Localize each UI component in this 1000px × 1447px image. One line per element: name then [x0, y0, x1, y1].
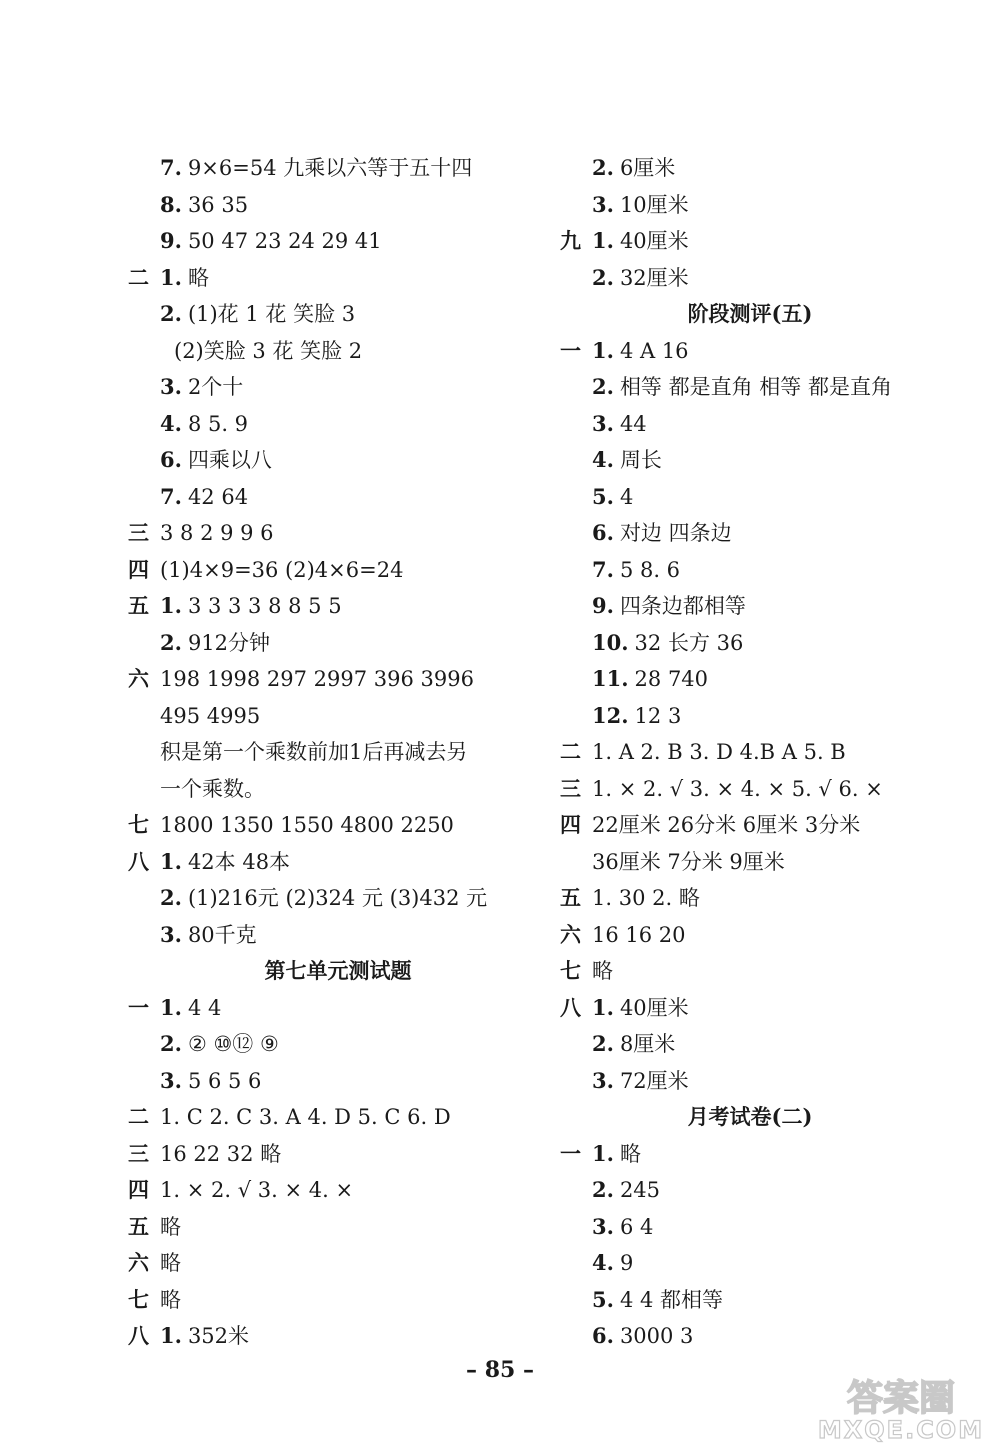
- section-heading: 阶段测评(五): [687, 301, 813, 326]
- answer-content: [592, 479, 633, 516]
- answer-text: (2)笑脸 3 花 笑脸 2: [174, 338, 363, 363]
- answer-line: [128, 917, 528, 954]
- question-number: 2.: [160, 1031, 182, 1056]
- question-number: 7.: [160, 483, 182, 509]
- answer-content: [160, 369, 243, 406]
- answer-content: [160, 1172, 353, 1209]
- answer-line: [560, 1245, 960, 1282]
- answer-text: 912分钟: [187, 630, 271, 655]
- answer-content: [592, 260, 689, 297]
- answer-text: 352米: [187, 1324, 250, 1348]
- answer-line: [560, 223, 960, 260]
- answer-content: [592, 1209, 653, 1246]
- answer-line: [560, 661, 960, 698]
- answer-text: (1)4×9=36 (2)4×6=24: [160, 557, 404, 582]
- section-marker: 六: [128, 666, 149, 691]
- answer-line: [128, 990, 528, 1027]
- answer-content: [592, 1245, 633, 1282]
- question-number: 5.: [592, 1286, 614, 1312]
- question-number: 9.: [160, 228, 182, 253]
- answer-line: [560, 442, 960, 479]
- answer-line: [128, 333, 528, 370]
- answer-line: [560, 1282, 960, 1319]
- answer-line: [560, 625, 960, 662]
- answer-text: 4: [619, 484, 634, 509]
- answer-content: [592, 442, 662, 479]
- question-number: 1.: [160, 994, 182, 1020]
- answer-text: 5 6 5 6: [187, 1068, 262, 1093]
- answer-text: 40厘米: [619, 229, 689, 253]
- answer-text: 略: [160, 1214, 181, 1239]
- section-marker: 五: [128, 1213, 149, 1239]
- answer-text: 1. × 2. √ 3. × 4. ×: [160, 1178, 354, 1202]
- section-marker: 一: [128, 994, 149, 1020]
- answer-text: 36 35: [187, 192, 249, 217]
- section-marker: 五: [128, 593, 149, 618]
- question-number: 1.: [592, 228, 614, 253]
- answer-line: [560, 187, 960, 224]
- answer-text: 22厘米 26分米 6厘米 3分米: [592, 813, 861, 837]
- section-marker: 八: [560, 994, 581, 1020]
- answer-line: [560, 552, 960, 589]
- answer-content: [592, 625, 743, 662]
- section-marker: 七: [128, 1286, 149, 1312]
- answer-text: 1800 1350 1550 4800 2250: [160, 813, 454, 837]
- question-number: 1.: [592, 1140, 614, 1166]
- question-number: 6.: [592, 1323, 614, 1348]
- answer-line: [128, 844, 528, 881]
- question-number: 2.: [592, 155, 614, 180]
- answer-content: [592, 1026, 675, 1063]
- answer-content: [160, 771, 265, 808]
- section-marker: 二: [560, 739, 581, 764]
- question-number: 6.: [592, 520, 614, 545]
- section-marker: 三: [128, 1140, 149, 1166]
- answer-text: 3 3 3 3 8 8 5 5: [187, 594, 342, 618]
- question-number: 1.: [160, 593, 182, 618]
- answer-content: [592, 661, 708, 698]
- answer-text: 1. 30 2. 略: [592, 886, 700, 910]
- answer-line: [128, 1063, 528, 1100]
- answer-line: [128, 223, 528, 260]
- question-number: 1.: [592, 994, 614, 1020]
- answer-content: [160, 515, 274, 552]
- answer-content: [160, 1318, 249, 1355]
- answer-line: [128, 698, 528, 735]
- answer-line: [128, 515, 528, 552]
- answer-text: 3 8 2 9 9 6: [160, 521, 274, 545]
- answer-text: 495 4995: [160, 703, 261, 728]
- answer-content: [592, 1318, 693, 1355]
- answer-text: 对边 四条边: [619, 521, 732, 545]
- answer-text: 42 64: [187, 484, 249, 509]
- answer-line: [560, 1026, 960, 1063]
- answer-text: 28 740: [634, 667, 709, 691]
- answer-text: 1. × 2. √ 3. × 4. × 5. √ 6. ×: [592, 776, 883, 801]
- section-marker: 五: [560, 885, 581, 910]
- question-number: 2.: [592, 1031, 614, 1056]
- answer-line: [128, 1136, 528, 1173]
- answer-content: [592, 771, 883, 808]
- answer-line: [560, 515, 960, 552]
- answer-text: 1. C 2. C 3. A 4. D 5. C 6. D: [160, 1105, 451, 1129]
- answer-content: [592, 552, 680, 589]
- answer-content: [592, 953, 613, 990]
- answer-text: 略: [187, 265, 209, 290]
- answer-line: [560, 1136, 960, 1173]
- answer-content: [160, 187, 248, 224]
- section-marker: 三: [560, 775, 581, 801]
- answer-line: [560, 369, 960, 406]
- answer-text: 8 5. 9: [187, 411, 249, 436]
- answer-content: [160, 1282, 181, 1319]
- answer-text: 4 A 16: [619, 338, 689, 363]
- answer-line: [560, 990, 960, 1027]
- answer-content: [160, 734, 467, 771]
- answer-content: [592, 369, 892, 406]
- question-number: 3.: [160, 374, 182, 399]
- section-marker: 七: [128, 812, 149, 837]
- answer-line: [128, 1282, 528, 1319]
- answer-content: [174, 333, 362, 370]
- answer-line: [128, 625, 528, 662]
- answer-line: [128, 588, 528, 625]
- answer-line: [560, 807, 960, 844]
- answer-line: [128, 1209, 528, 1246]
- answer-content: [160, 1063, 261, 1100]
- answer-text: 周长: [619, 448, 662, 472]
- answer-line: [128, 1099, 528, 1136]
- answer-text: 略: [160, 1251, 181, 1275]
- answer-line: [128, 442, 528, 479]
- section-marker: 四: [128, 556, 149, 582]
- answer-content: [160, 260, 209, 297]
- answer-text: 12 3: [634, 703, 682, 728]
- answer-text: 32厘米: [619, 265, 689, 290]
- right-column: [560, 150, 960, 1355]
- page-number: – 85 –: [466, 1357, 534, 1383]
- answer-line: [128, 406, 528, 443]
- question-number: 3.: [592, 1067, 614, 1093]
- answer-content: [160, 406, 248, 443]
- answer-line: [560, 406, 960, 443]
- answer-content: [160, 1245, 181, 1282]
- answer-line: [560, 588, 960, 625]
- answer-text: 四乘以八: [187, 448, 272, 472]
- section-marker: 八: [128, 848, 149, 874]
- question-number: 2.: [592, 374, 614, 399]
- answer-text: 相等 都是直角 相等 都是直角: [619, 375, 892, 399]
- answer-line: [128, 1026, 528, 1063]
- question-number: 1.: [160, 264, 182, 290]
- answer-content: [160, 1209, 181, 1246]
- answer-content: [592, 807, 860, 844]
- section-marker: 四: [560, 812, 581, 837]
- watermark-logo: [808, 1372, 994, 1444]
- answer-text: 50 47 23 24 29 41: [187, 229, 382, 253]
- answer-content: [592, 844, 785, 881]
- section-marker: 六: [128, 1250, 149, 1275]
- answer-line: [128, 661, 528, 698]
- answer-text: 3000 3: [619, 1324, 694, 1348]
- answer-line: [560, 1063, 960, 1100]
- answer-text: 42本 48本: [187, 849, 291, 874]
- answer-text: 8厘米: [619, 1032, 676, 1056]
- watermark-en: MXQE.COM: [817, 1416, 985, 1444]
- section-marker: 九: [560, 228, 581, 253]
- answer-content: [160, 1026, 279, 1063]
- section-marker: 二: [128, 1104, 149, 1129]
- answer-line: [560, 844, 960, 881]
- question-number: 3.: [160, 1067, 182, 1093]
- answer-content: [160, 844, 290, 881]
- answer-content: [592, 1282, 723, 1319]
- answer-content: [592, 223, 689, 260]
- answer-text: 略: [160, 1287, 181, 1312]
- answer-content: [160, 807, 454, 844]
- section-marker: 三: [128, 520, 149, 545]
- answer-text: 4 4: [187, 995, 222, 1020]
- answer-line: [128, 734, 528, 771]
- answer-content: [160, 625, 270, 662]
- answer-line: [128, 771, 528, 808]
- answer-line: [560, 698, 960, 735]
- answer-line: [560, 880, 960, 917]
- answer-content: [160, 552, 403, 589]
- question-number: 11.: [592, 666, 629, 691]
- answer-content: [592, 734, 846, 771]
- answer-text: 80千克: [187, 922, 257, 947]
- answer-line: [128, 187, 528, 224]
- question-number: 4.: [592, 1250, 614, 1275]
- question-number: 2.: [160, 629, 182, 655]
- answer-content: [592, 698, 681, 735]
- answer-text: 6 4: [619, 1214, 654, 1239]
- answer-content: [160, 223, 382, 260]
- answer-text: 略: [619, 1141, 641, 1166]
- question-number: 2.: [592, 1177, 614, 1202]
- answer-line: [128, 1318, 528, 1355]
- answer-content: [160, 990, 221, 1027]
- answer-line: [560, 1172, 960, 1209]
- answer-content: [592, 1172, 660, 1209]
- question-number: 7.: [592, 556, 614, 582]
- answer-line: [560, 333, 960, 370]
- answer-line: [560, 953, 960, 990]
- section-marker: 二: [128, 264, 149, 290]
- answer-text: (1)花 1 花 笑脸 3: [187, 302, 356, 326]
- answer-text: 198 1998 297 2997 396 3996: [160, 667, 474, 691]
- question-number: 5.: [592, 483, 614, 509]
- answer-line: [128, 807, 528, 844]
- left-column: [128, 150, 528, 1355]
- question-number: 2.: [592, 264, 614, 290]
- answer-content: [160, 1099, 451, 1136]
- watermark-cn: 答案圈: [846, 1378, 956, 1419]
- answer-text: 16 22 32 略: [160, 1141, 282, 1166]
- answer-text: 4 4 都相等: [619, 1287, 724, 1312]
- answer-content: [592, 880, 700, 917]
- answer-content: [592, 333, 689, 370]
- section-marker: 一: [560, 1140, 581, 1166]
- question-number: 3.: [592, 1213, 614, 1239]
- answer-line: [560, 150, 960, 187]
- answer-content: [160, 588, 342, 625]
- answer-content: [160, 880, 487, 917]
- answer-text: 积是第一个乘数前加1后再减去另: [160, 740, 468, 764]
- answer-text: 40厘米: [619, 995, 689, 1020]
- answer-line: [560, 771, 960, 808]
- question-number: 3.: [592, 410, 614, 436]
- answer-text: (1)216元 (2)324 元 (3)432 元: [187, 886, 488, 910]
- section-marker: 八: [128, 1323, 149, 1348]
- answer-content: [160, 442, 272, 479]
- answer-content: [592, 406, 647, 443]
- answer-text: 245: [619, 1178, 661, 1202]
- answer-content: [592, 588, 746, 625]
- answer-text: 一个乘数。: [160, 776, 265, 801]
- answer-content: [592, 1063, 689, 1100]
- answer-text: 略: [592, 959, 613, 983]
- answer-line: [128, 150, 528, 187]
- question-number: 2.: [160, 301, 182, 326]
- question-number: 8.: [160, 191, 182, 217]
- answer-text: 5 8. 6: [619, 557, 681, 582]
- answer-content: [592, 1136, 641, 1173]
- question-number: 7.: [160, 155, 182, 180]
- section-heading: 第七单元测试题: [264, 958, 412, 983]
- answer-content: [592, 187, 689, 224]
- section-marker: 六: [560, 921, 581, 947]
- answer-line: [128, 479, 528, 516]
- answer-text: 44: [619, 411, 647, 436]
- answer-line: [128, 1172, 528, 1209]
- answer-line: [560, 1318, 960, 1355]
- section-marker: 四: [128, 1177, 149, 1202]
- answer-content: [160, 1136, 281, 1173]
- section-heading: 月考试卷(二): [687, 1104, 813, 1129]
- question-number: 1.: [160, 1323, 182, 1348]
- question-number: 9.: [592, 593, 614, 618]
- question-number: 12.: [592, 702, 629, 728]
- answer-line: [560, 734, 960, 771]
- answer-content: [592, 150, 675, 187]
- answer-line: [128, 1245, 528, 1282]
- answer-line: [560, 260, 960, 297]
- answer-text: 6厘米: [619, 156, 676, 180]
- question-number: 3.: [160, 921, 182, 947]
- answer-line: [560, 479, 960, 516]
- answer-content: [160, 917, 257, 954]
- question-number: 1.: [160, 848, 182, 874]
- answer-text: 2个十: [187, 375, 244, 399]
- answer-line: [128, 369, 528, 406]
- answer-content: [592, 990, 689, 1027]
- answer-content: [160, 296, 355, 333]
- question-number: 4.: [160, 410, 182, 436]
- answer-line: [560, 1209, 960, 1246]
- answer-content: [160, 150, 472, 187]
- section-marker: 七: [560, 958, 581, 983]
- answer-content: [160, 661, 474, 698]
- answer-line: [128, 296, 528, 333]
- answer-text: 32 长方 36: [634, 630, 744, 655]
- question-number: 10.: [592, 629, 629, 655]
- answer-text: 四条边都相等: [619, 594, 746, 618]
- answer-text: 72厘米: [619, 1068, 689, 1093]
- answer-line: [128, 880, 528, 917]
- answer-text: 16 16 20: [592, 922, 686, 947]
- answer-content: [160, 698, 260, 735]
- answer-line: [128, 552, 528, 589]
- answer-content: [160, 479, 248, 516]
- question-number: 4.: [592, 447, 614, 472]
- answer-line: [128, 260, 528, 297]
- question-number: 2.: [160, 885, 182, 910]
- answer-text: 9: [619, 1251, 634, 1275]
- question-number: 3.: [592, 191, 614, 217]
- answer-text: 36厘米 7分米 9厘米: [592, 849, 785, 874]
- answer-content: [592, 515, 732, 552]
- answer-text: 9×6=54 九乘以六等于五十四: [187, 156, 473, 180]
- answer-text: ② ⑩⑫ ⑨: [187, 1032, 279, 1056]
- answer-text: 1. A 2. B 3. D 4.B A 5. B: [592, 740, 846, 764]
- answer-text: 10厘米: [619, 192, 689, 217]
- question-number: 6.: [160, 447, 182, 472]
- section-marker: 一: [560, 337, 581, 363]
- answer-content: [592, 917, 686, 954]
- answer-line: [560, 917, 960, 954]
- question-number: 1.: [592, 337, 614, 363]
